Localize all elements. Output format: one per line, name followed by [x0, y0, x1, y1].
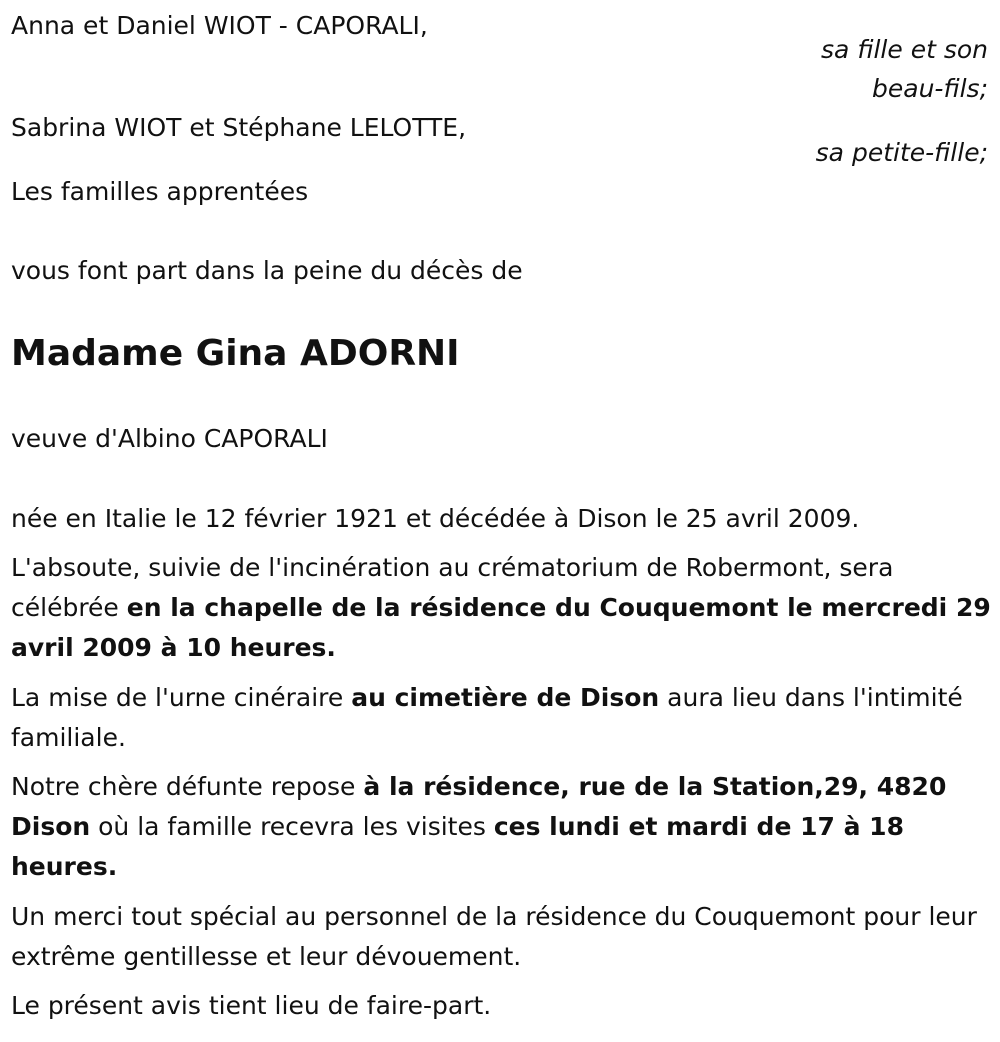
daughter-relation-line-1: sa fille et son: [821, 35, 988, 64]
urn-paragraph: [11, 678, 991, 758]
granddaughter-relation: sa petite-fille;: [815, 138, 988, 167]
announcement-text: vous font part dans la peine du décès de: [11, 256, 523, 285]
ceremony-paragraph: [11, 548, 991, 668]
closing-text: Le présent avis tient lieu de faire-part.: [11, 991, 492, 1020]
thanks-paragraph: Un merci tout spécial au personnel de la résidence du Couquemont pour leur extrême gentillesse et leur dévouement.: [11, 902, 977, 971]
birth-death-dates: née en Italie le 12 février 1921 et décédée à Dison le 25 avril 2009.: [11, 504, 860, 533]
ceremony-location-time: en la chapelle de la résidence du Couquemont le mercredi 29 avril 2009 à 10 heures.: [11, 593, 991, 662]
visits-location: à la résidence, rue de la Station,29, 4820 Dison: [11, 772, 947, 841]
urn-location: au cimetière de Dison: [351, 683, 660, 712]
deceased-name: Madame Gina ADORNI: [11, 333, 460, 374]
visits-times: ces lundi et mardi de 17 à 18 heures.: [11, 812, 904, 881]
granddaughter-names: Sabrina WIOT et Stéphane LELOTTE,: [11, 113, 467, 142]
urn-text-1: La mise de l'urne cinéraire: [11, 683, 352, 712]
visits-paragraph: [11, 767, 991, 887]
daughter-relation-line-2: beau-fils;: [872, 74, 988, 103]
visits-text-2: où la famille recevra les visites: [90, 812, 494, 841]
widow-of: veuve d'Albino CAPORALI: [11, 424, 328, 453]
related-families: Les familles apprentées: [11, 177, 309, 206]
daughter-names: Anna et Daniel WIOT - CAPORALI,: [11, 11, 428, 40]
ceremony-text: L'absoute, suivie de l'incinération au crématorium de Robermont, sera célébrée: [11, 553, 894, 622]
visits-text-1: Notre chère défunte repose: [11, 772, 364, 801]
urn-text-2: aura lieu dans l'intimité familiale.: [11, 683, 963, 752]
